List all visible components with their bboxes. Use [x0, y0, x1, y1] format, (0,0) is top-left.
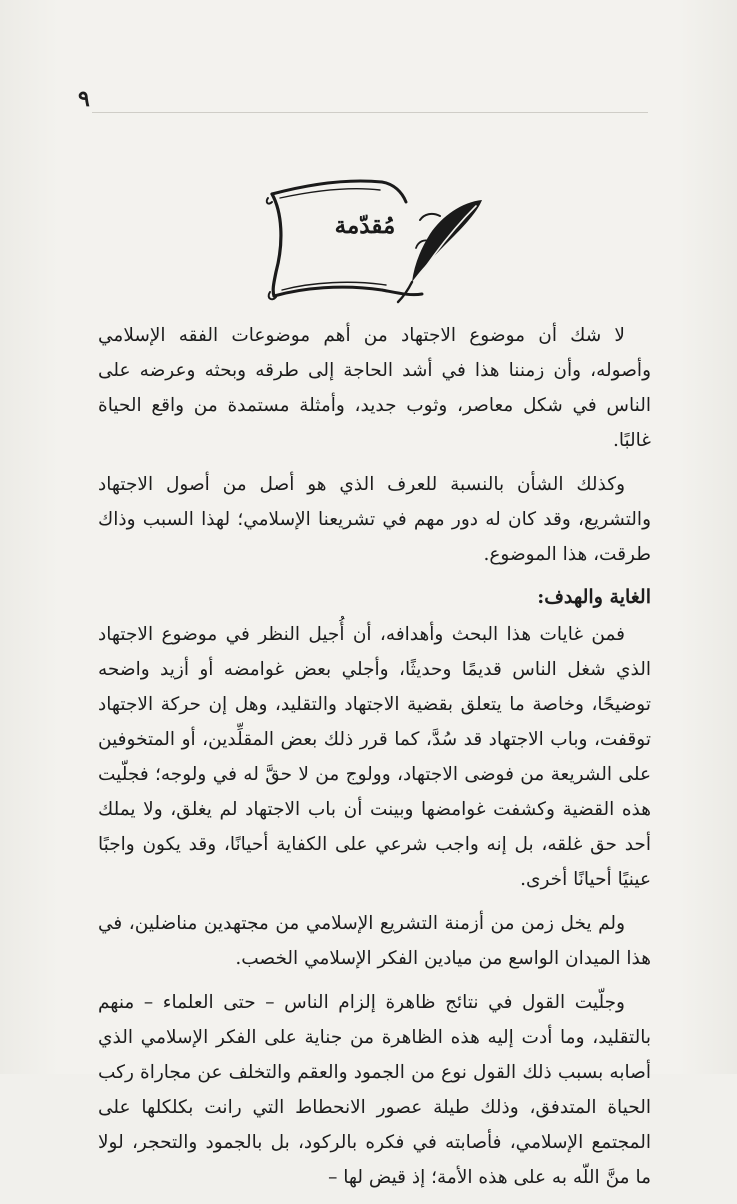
chapter-emblem: [262, 172, 492, 304]
paragraph-section-3: وجلّيت القول في نتائج ظاهرة إلزام الناس – حتى العلماء – منهم بالتقليد، وما أدت إليه هذه الظاهرة من جناية على الفكر الإسلامي الذي أصابه بسبب ذلك القول نوع من الجمود والعقم والتخلف عن مجاراة ركب الحياة المتدفق، وذلك طيلة عصور الانحطاط التي رانت بكلكلها على المجتمع الإسلامي، فأصابته في فكره بالركود، بل بالجمود والتحجر، لولا ما منَّ اللّه به على هذه الأمة؛ إذ قيض لها –: [98, 992, 651, 1188]
paragraph-section-2: ولم يخل زمن من أزمنة التشريع الإسلامي من مجتهدين مناضلين، في هذا الميدان الواسع من ميادين الفكر الإسلامي الخصب.: [98, 913, 651, 969]
header-rule: [92, 112, 648, 113]
paragraph-intro-1: لا شك أن موضوع الاجتهاد من أهم موضوعات الفقه الإسلامي وأصوله، وأن زمننا هذا في أشد الحاجة إلى طرقه وبحثه وعرضه على الناس في شكل معاصر، وثوب جديد، وأمثلة مستمدة من واقع الحياة غالبًا.: [98, 325, 651, 451]
paragraph-intro-2: وكذلك الشأن بالنسبة للعرف الذي هو أصل من أصول الاجتهاد والتشريع، وقد كان له دور مهم في تشريعنا الإسلامي؛ لهذا السبب وذاك طرقت، هذا الموضوع.: [98, 474, 651, 565]
section-heading: الغاية والهدف:: [537, 586, 651, 608]
chapter-title: مُقدّمة: [334, 212, 396, 239]
page-number: ٩: [78, 86, 90, 112]
body-text: [98, 318, 651, 1204]
paragraph-section-1: فمن غايات هذا البحث وأهدافه، أن أُجيل النظر في موضوع الاجتهاد الذي شغل الناس قديمًا وحديثًا، وأجلي بعض غوامضه أو أزيد واضحه توضيحًا، وخاصة ما يتعلق بقضية الاجتهاد والتقليد، وهل إن حركة الاجتهاد توقفت، وباب الاجتهاد قد سُدَّ، كما قرر ذلك بعض المقلِّدين، أو المتخوفين على الشريعة من فوضى الاجتهاد، وولوج من لا حقَّ له في ولوجه؛ فجلّيت هذه القضية وكشفت غوامضها وبينت أن باب الاجتهاد لم يغلق، ولا يملك أحد حق غلقه، بل إنه واجب شرعي على الكفاية أحيانًا، وقد يكون واجبًا عينيًا أحيانًا أخرى.: [98, 624, 651, 890]
